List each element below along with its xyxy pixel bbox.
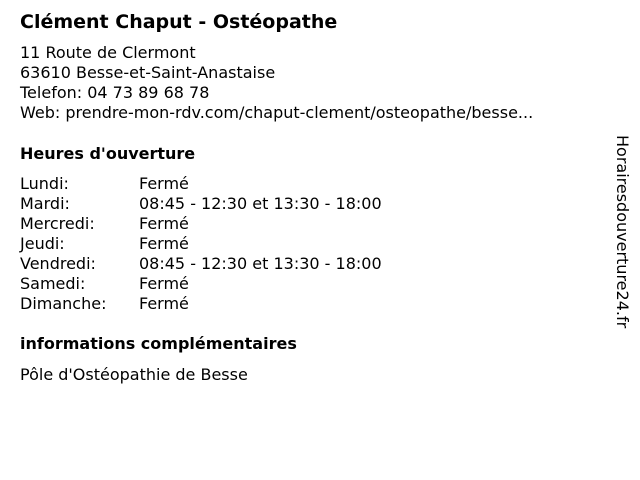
day-label: Dimanche: [20,294,107,313]
site-watermark: Horairesdouverture24.fr [613,135,632,329]
day-label: Lundi: [20,174,69,193]
day-hours: Fermé [139,274,189,293]
opening-hours-heading: Heures d'ouverture [20,144,196,163]
business-title: Clément Chaput - Ostéopathe [20,11,338,33]
day-hours: Fermé [139,234,189,253]
day-hours: Fermé [139,174,189,193]
day-label: Jeudi: [20,234,65,253]
day-hours: 08:45 - 12:30 et 13:30 - 18:00 [139,254,382,273]
phone-line: Telefon: 04 73 89 68 78 [20,83,210,102]
contact-block [20,43,533,123]
day-hours: 08:45 - 12:30 et 13:30 - 18:00 [139,194,382,213]
address-line-street: 11 Route de Clermont [20,43,196,62]
additional-info-heading: informations complémentaires [20,334,297,353]
day-label: Mardi: [20,194,70,213]
day-label: Samedi: [20,274,86,293]
day-hours: Fermé [139,214,189,233]
day-label: Mercredi: [20,214,95,233]
address-line-city: 63610 Besse-et-Saint-Anastaise [20,63,276,82]
additional-info-text: Pôle d'Ostéopathie de Besse [20,365,248,384]
web-line: Web: prendre-mon-rdv.com/chaput-clement/osteopathe/besse... [20,103,534,122]
day-hours: Fermé [139,294,189,313]
day-label: Vendredi: [20,254,96,273]
